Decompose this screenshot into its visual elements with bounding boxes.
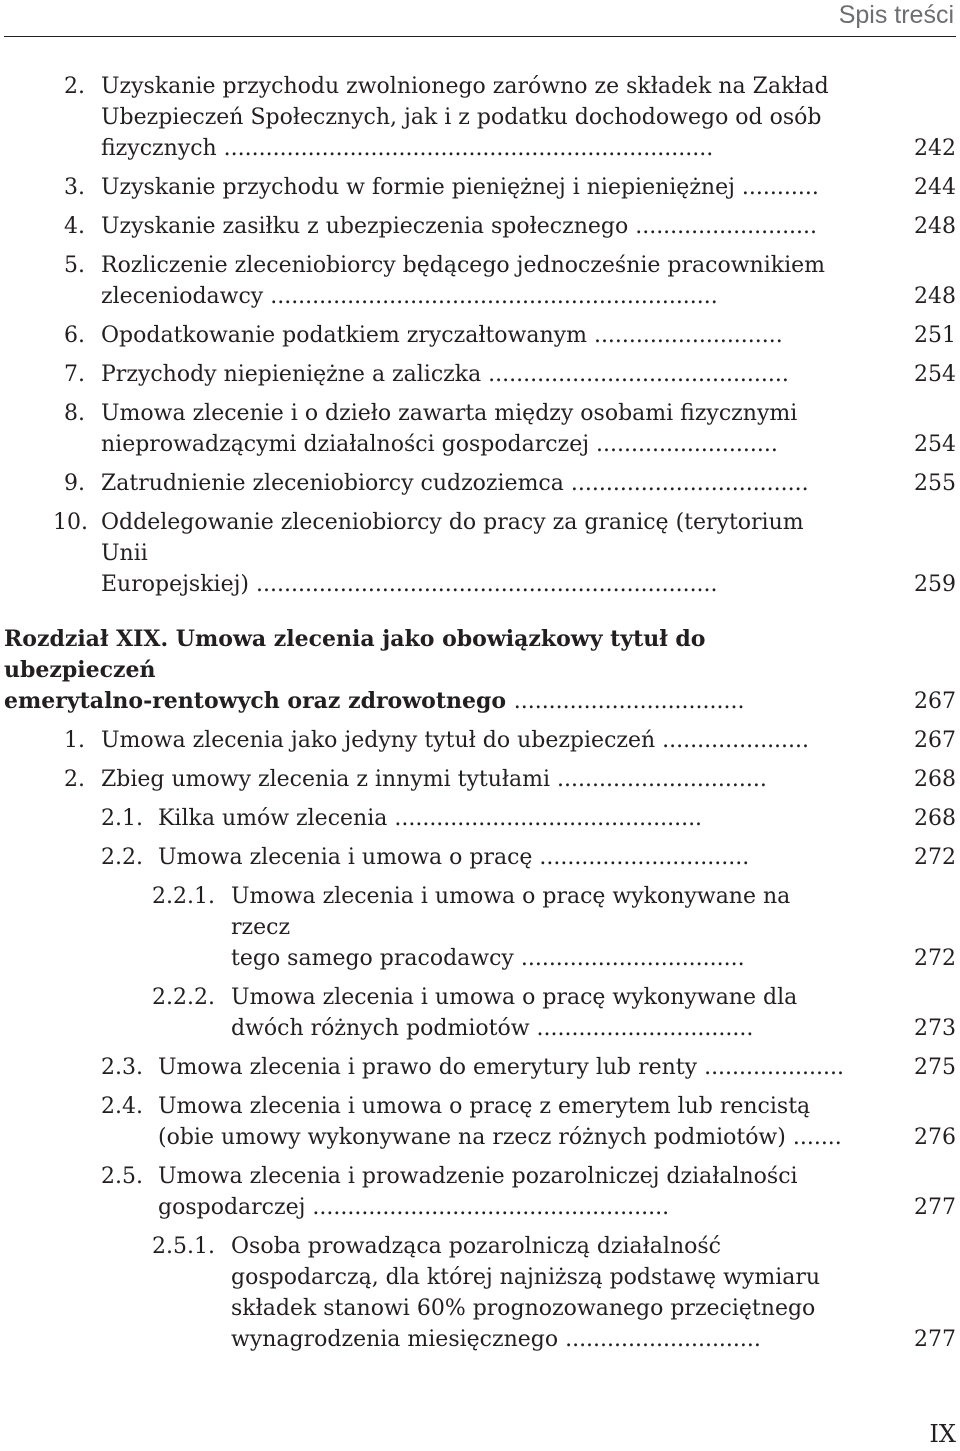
entry-page: 277 [914, 1327, 956, 1352]
entry-number: 5. [64, 253, 85, 278]
toc-entry[interactable]: 7. Przychody niepieniężne a zaliczka ........................................... 254 [0, 359, 960, 390]
entry-page: 267 [914, 728, 956, 753]
entry-page: 254 [914, 362, 956, 387]
entry-number: 2.1. [101, 806, 143, 831]
entry-page: 268 [914, 806, 956, 831]
toc-entry[interactable]: 2.2.1. Umowa zlecenia i umowa o pracę wykonywane na rzecz tego samego pracodawcy ................................ 272 [0, 881, 960, 974]
chapter-heading[interactable]: Rozdział XIX. Umowa zlecenia jako obowiązkowy tytuł do ubezpieczeń emerytalno-rentowych oraz zdrowotnego ................................. 267 [0, 624, 960, 717]
entry-number: 4. [64, 214, 85, 239]
entry-number: 2. [64, 74, 85, 99]
entry-number: 2. [64, 767, 85, 792]
entry-number: 2.5.1. [152, 1234, 215, 1259]
header-rule [4, 36, 956, 37]
entry-number: 2.2.2. [152, 985, 215, 1010]
entry-number: 10. [53, 510, 88, 535]
toc-entry[interactable]: 1. Umowa zlecenia jako jedyny tytuł do ubezpieczeń ..................... 267 [0, 725, 960, 756]
toc-entry[interactable]: 6. Opodatkowanie podatkiem zryczałtowanym ........................... 251 [0, 320, 960, 351]
entry-page: 273 [914, 1016, 956, 1041]
entry-number: 8. [64, 401, 85, 426]
entry-page: 248 [914, 214, 956, 239]
toc-entry[interactable]: 2. Uzyskanie przychodu zwolnionego zarówno ze składek na Zakład Ubezpieczeń Społecznych, jak i z podatku dochodowego od osób fizycznych ...................................................................... 242 [0, 71, 960, 164]
table-of-contents [0, 71, 960, 1355]
toc-entry[interactable]: 5. Rozliczenie zleceniobiorcy będącego jednocześnie pracownikiem zleceniodawcy ................................................................ 248 [0, 250, 960, 312]
entry-page: 244 [914, 175, 956, 200]
entry-number: 6. [64, 323, 85, 348]
toc-entry[interactable]: 2.1. Kilka umów zlecenia ............................................ 268 [0, 803, 960, 834]
entry-page: 272 [914, 845, 956, 870]
entry-number: 9. [64, 471, 85, 496]
entry-page: 277 [914, 1195, 956, 1220]
entry-number: 1. [64, 728, 85, 753]
entry-number: 3. [64, 175, 85, 200]
entry-page: 267 [914, 689, 956, 714]
toc-entry[interactable]: 2.3. Umowa zlecenia i prawo do emerytury lub renty .................... 275 [0, 1052, 960, 1083]
entry-page: 242 [914, 136, 956, 161]
toc-entry[interactable]: 2.5. Umowa zlecenia i prowadzenie pozarolniczej działalności gospodarczej ................................................... 277 [0, 1161, 960, 1223]
entry-number: 2.5. [101, 1164, 143, 1189]
entry-page: 251 [914, 323, 956, 348]
entry-page: 259 [914, 572, 956, 597]
entry-number: 2.4. [101, 1094, 143, 1119]
toc-entry[interactable]: 8. Umowa zlecenie i o dzieło zawarta między osobami fizycznymi nieprowadzącymi działalności gospodarczej .......................... 254 [0, 398, 960, 460]
entry-number: 2.2.1. [152, 884, 215, 909]
entry-page: 268 [914, 767, 956, 792]
entry-number: 2.2. [101, 845, 143, 870]
entry-page: 254 [914, 432, 956, 457]
entry-page: 275 [914, 1055, 956, 1080]
toc-entry[interactable]: 10. Oddelegowanie zleceniobiorcy do pracy za granicę (terytorium Unii Europejskiej) .................................................................. 259 [0, 507, 960, 600]
entry-page: 272 [914, 946, 956, 971]
entry-page: 248 [914, 284, 956, 309]
toc-entry[interactable]: 2.2. Umowa zlecenia i umowa o pracę .............................. 272 [0, 842, 960, 873]
toc-entry[interactable]: 2.5.1. Osoba prowadząca pozarolniczą działalność gospodarczą, dla której najniższą podstawę wymiaru składek stanowi 60% prognozowanego przeciętnego wynagrodzenia miesięcznego ............................ 277 [0, 1231, 960, 1355]
page-number: IX [929, 1420, 956, 1448]
toc-entry[interactable]: 2.2.2. Umowa zlecenia i umowa o pracę wykonywane dla dwóch różnych podmiotów ............................... 273 [0, 982, 960, 1044]
toc-entry[interactable]: 9. Zatrudnienie zleceniobiorcy cudzoziemca .................................. 255 [0, 468, 960, 499]
entry-page: 276 [914, 1125, 956, 1150]
entry-page: 255 [914, 471, 956, 496]
toc-entry[interactable]: 4. Uzyskanie zasiłku z ubezpieczenia społecznego .......................... 248 [0, 211, 960, 242]
entry-number: 2.3. [101, 1055, 143, 1080]
toc-entry[interactable]: 3. Uzyskanie przychodu w formie pieniężnej i niepieniężnej ........... 244 [0, 172, 960, 203]
running-title: Spis treści [838, 1, 954, 29]
entry-number: 7. [64, 362, 85, 387]
toc-entry[interactable]: 2.4. Umowa zlecenia i umowa o pracę z emerytem lub rencistą (obie umowy wykonywane na rzecz różnych podmiotów) ....... 276 [0, 1091, 960, 1153]
toc-entry[interactable]: 2. Zbieg umowy zlecenia z innymi tytułami .............................. 268 [0, 764, 960, 795]
